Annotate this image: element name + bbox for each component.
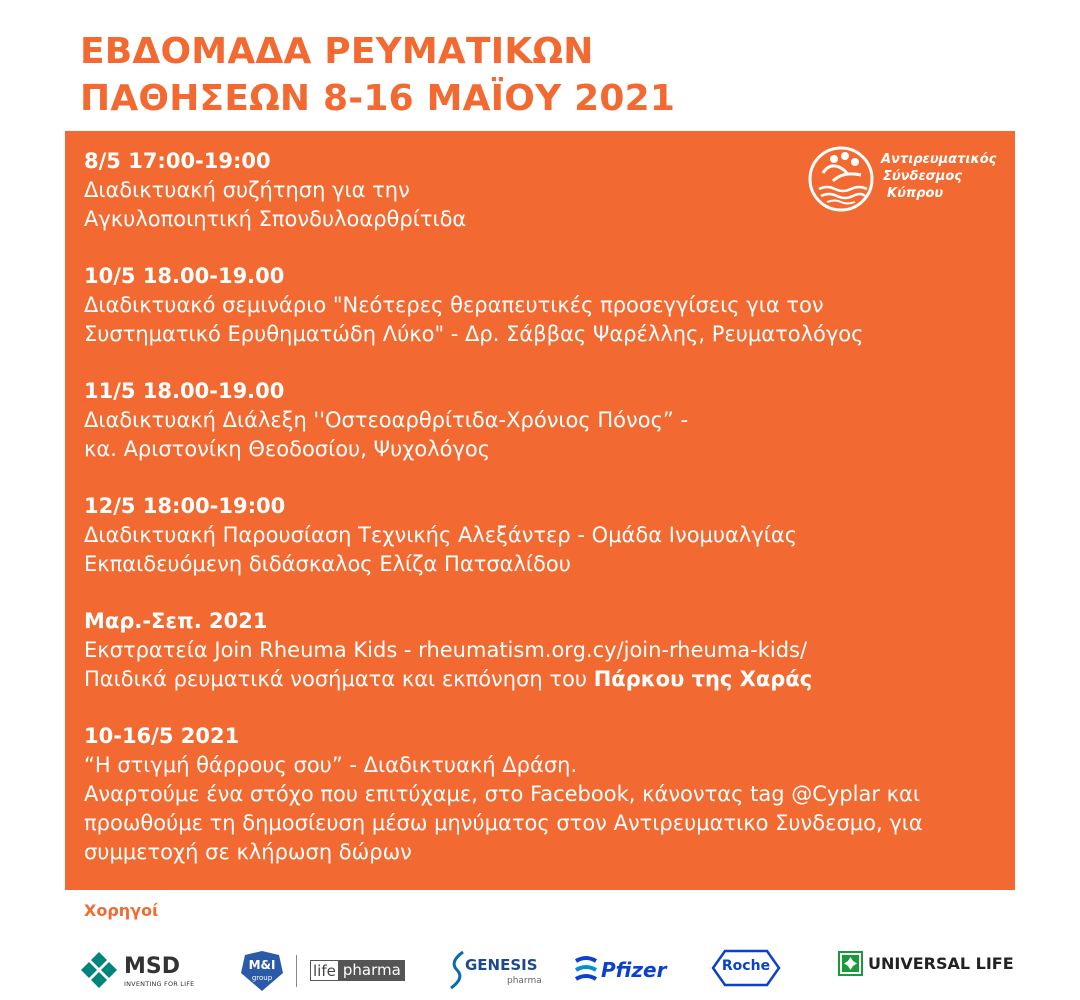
roche-name: Roche xyxy=(721,958,771,974)
event-text: Αγκυλοποιητική Σπονδυλοαρθρίτιδα xyxy=(84,207,467,231)
event-date: 10-16/5 2021 xyxy=(84,724,240,748)
association-name-line-2: Σύνδεσμος xyxy=(883,169,963,184)
mni-name: M&I xyxy=(248,958,276,972)
event-text: Εκστρατεία Join Rheuma Kids - rheumatism.org.cy/join-rheuma-kids/ xyxy=(84,638,808,662)
event-text: προωθούμε τη δημοσίευση μέσω μηνύματος στον Αντιρευματικο Συνδεσμο, για xyxy=(84,811,923,835)
event-item xyxy=(84,492,994,579)
universal-life-emblem-icon xyxy=(838,951,863,976)
event-item xyxy=(84,377,994,464)
event-text: Εκπαιδευόμενη διδάσκαλος Ελίζα Πατσαλίδου xyxy=(84,552,571,576)
msd-name: MSD xyxy=(124,954,180,979)
pfizer-helix-icon xyxy=(573,953,599,987)
sponsor-pfizer-logo xyxy=(573,953,667,989)
event-text: Διαδικτυακή Διάλεξη ''Οστεοαρθρίτιδα-Χρόνιος Πόνος” - xyxy=(84,408,689,432)
msd-tagline: INVENTING FOR LIFE xyxy=(124,980,195,988)
event-text: Διαδικτυακή Παρουσίαση Τεχνικής Αλεξάντερ - Ομάδα Ινομυαλγίας xyxy=(84,523,798,547)
mni-group: group xyxy=(251,974,273,982)
events-list xyxy=(84,147,997,895)
events-panel xyxy=(65,131,1015,890)
association-emblem-icon xyxy=(807,145,875,213)
event-date: 10/5 18.00-19.00 xyxy=(84,264,285,288)
association-name-line-1: Αντιρευματικός xyxy=(881,152,997,167)
event-item xyxy=(84,607,994,694)
genesis-swirl-icon xyxy=(447,950,467,990)
sponsor-genesis-logo xyxy=(447,950,547,992)
association-name-line-3: Κύπρου xyxy=(887,186,944,201)
event-text: κα. Αριστονίκη Θεοδοσίου, Ψυχολόγος xyxy=(84,437,491,461)
sponsor-msd-logo xyxy=(80,950,210,992)
event-text: Διαδικτυακή συζήτηση για την xyxy=(84,178,410,202)
event-date: 12/5 18:00-19:00 xyxy=(84,494,286,518)
event-text: Αναρτούμε ένα στόχο που επιτύχαμε, στο Facebook, κάνοντας tag @Cyplar και xyxy=(84,782,920,806)
sponsor-lifepharma-logo xyxy=(310,960,405,981)
event-text-prefix: Παιδικά ρευματικά νοσήματα και εκπόνηση του xyxy=(84,667,594,691)
page-title-line-2: ΠΑΘΗΣΕΩΝ 8-16 ΜΑΪΟΥ 2021 xyxy=(80,78,676,119)
msd-emblem-icon xyxy=(80,951,118,989)
event-date: Μαρ.-Σεπ. 2021 xyxy=(84,609,268,633)
sponsor-roche-logo xyxy=(711,948,781,988)
association-name xyxy=(881,151,996,202)
event-item xyxy=(84,262,994,349)
sponsor-universal-life-logo xyxy=(838,951,1014,977)
lifepharma-part-1: life xyxy=(310,960,339,981)
universal-life-name: UNIVERSAL LIFE xyxy=(868,954,1014,973)
event-text: Διαδικτυακό σεμινάριο "Νεότερες θεραπευτικές προσεγγίσεις για τον xyxy=(84,293,824,317)
association-logo xyxy=(807,145,1007,217)
genesis-name: GENESIS xyxy=(465,956,538,974)
sponsor-mni-logo xyxy=(239,951,285,991)
event-date: 8/5 17:00-19:00 xyxy=(84,149,271,173)
event-date: 11/5 18.00-19.00 xyxy=(84,379,285,403)
event-text: Συστηματικό Ερυθηματώδη Λύκο" - Δρ. Σάββας Ψαρέλλης, Ρευματολόγος xyxy=(84,322,864,346)
genesis-sub: pharma xyxy=(507,976,542,986)
lifepharma-part-2: pharma xyxy=(339,960,405,981)
event-text: συμμετοχή σε κλήρωση δώρων xyxy=(84,840,412,864)
event-text: “Η στιγμή θάρρους σου” - Διαδικτυακή Δράση. xyxy=(84,753,578,777)
event-item xyxy=(84,722,994,867)
page-title xyxy=(80,28,675,122)
sponsor-divider xyxy=(296,955,297,987)
event-text-highlight: Πάρκου της Χαράς xyxy=(593,667,813,691)
page-title-line-1: ΕΒΔΟΜΑΔΑ ΡΕΥΜΑΤΙΚΩΝ xyxy=(80,31,594,72)
pfizer-name: Pfizer xyxy=(601,958,667,982)
sponsors-label: Χορηγοί xyxy=(84,901,159,920)
event-text xyxy=(84,665,994,694)
